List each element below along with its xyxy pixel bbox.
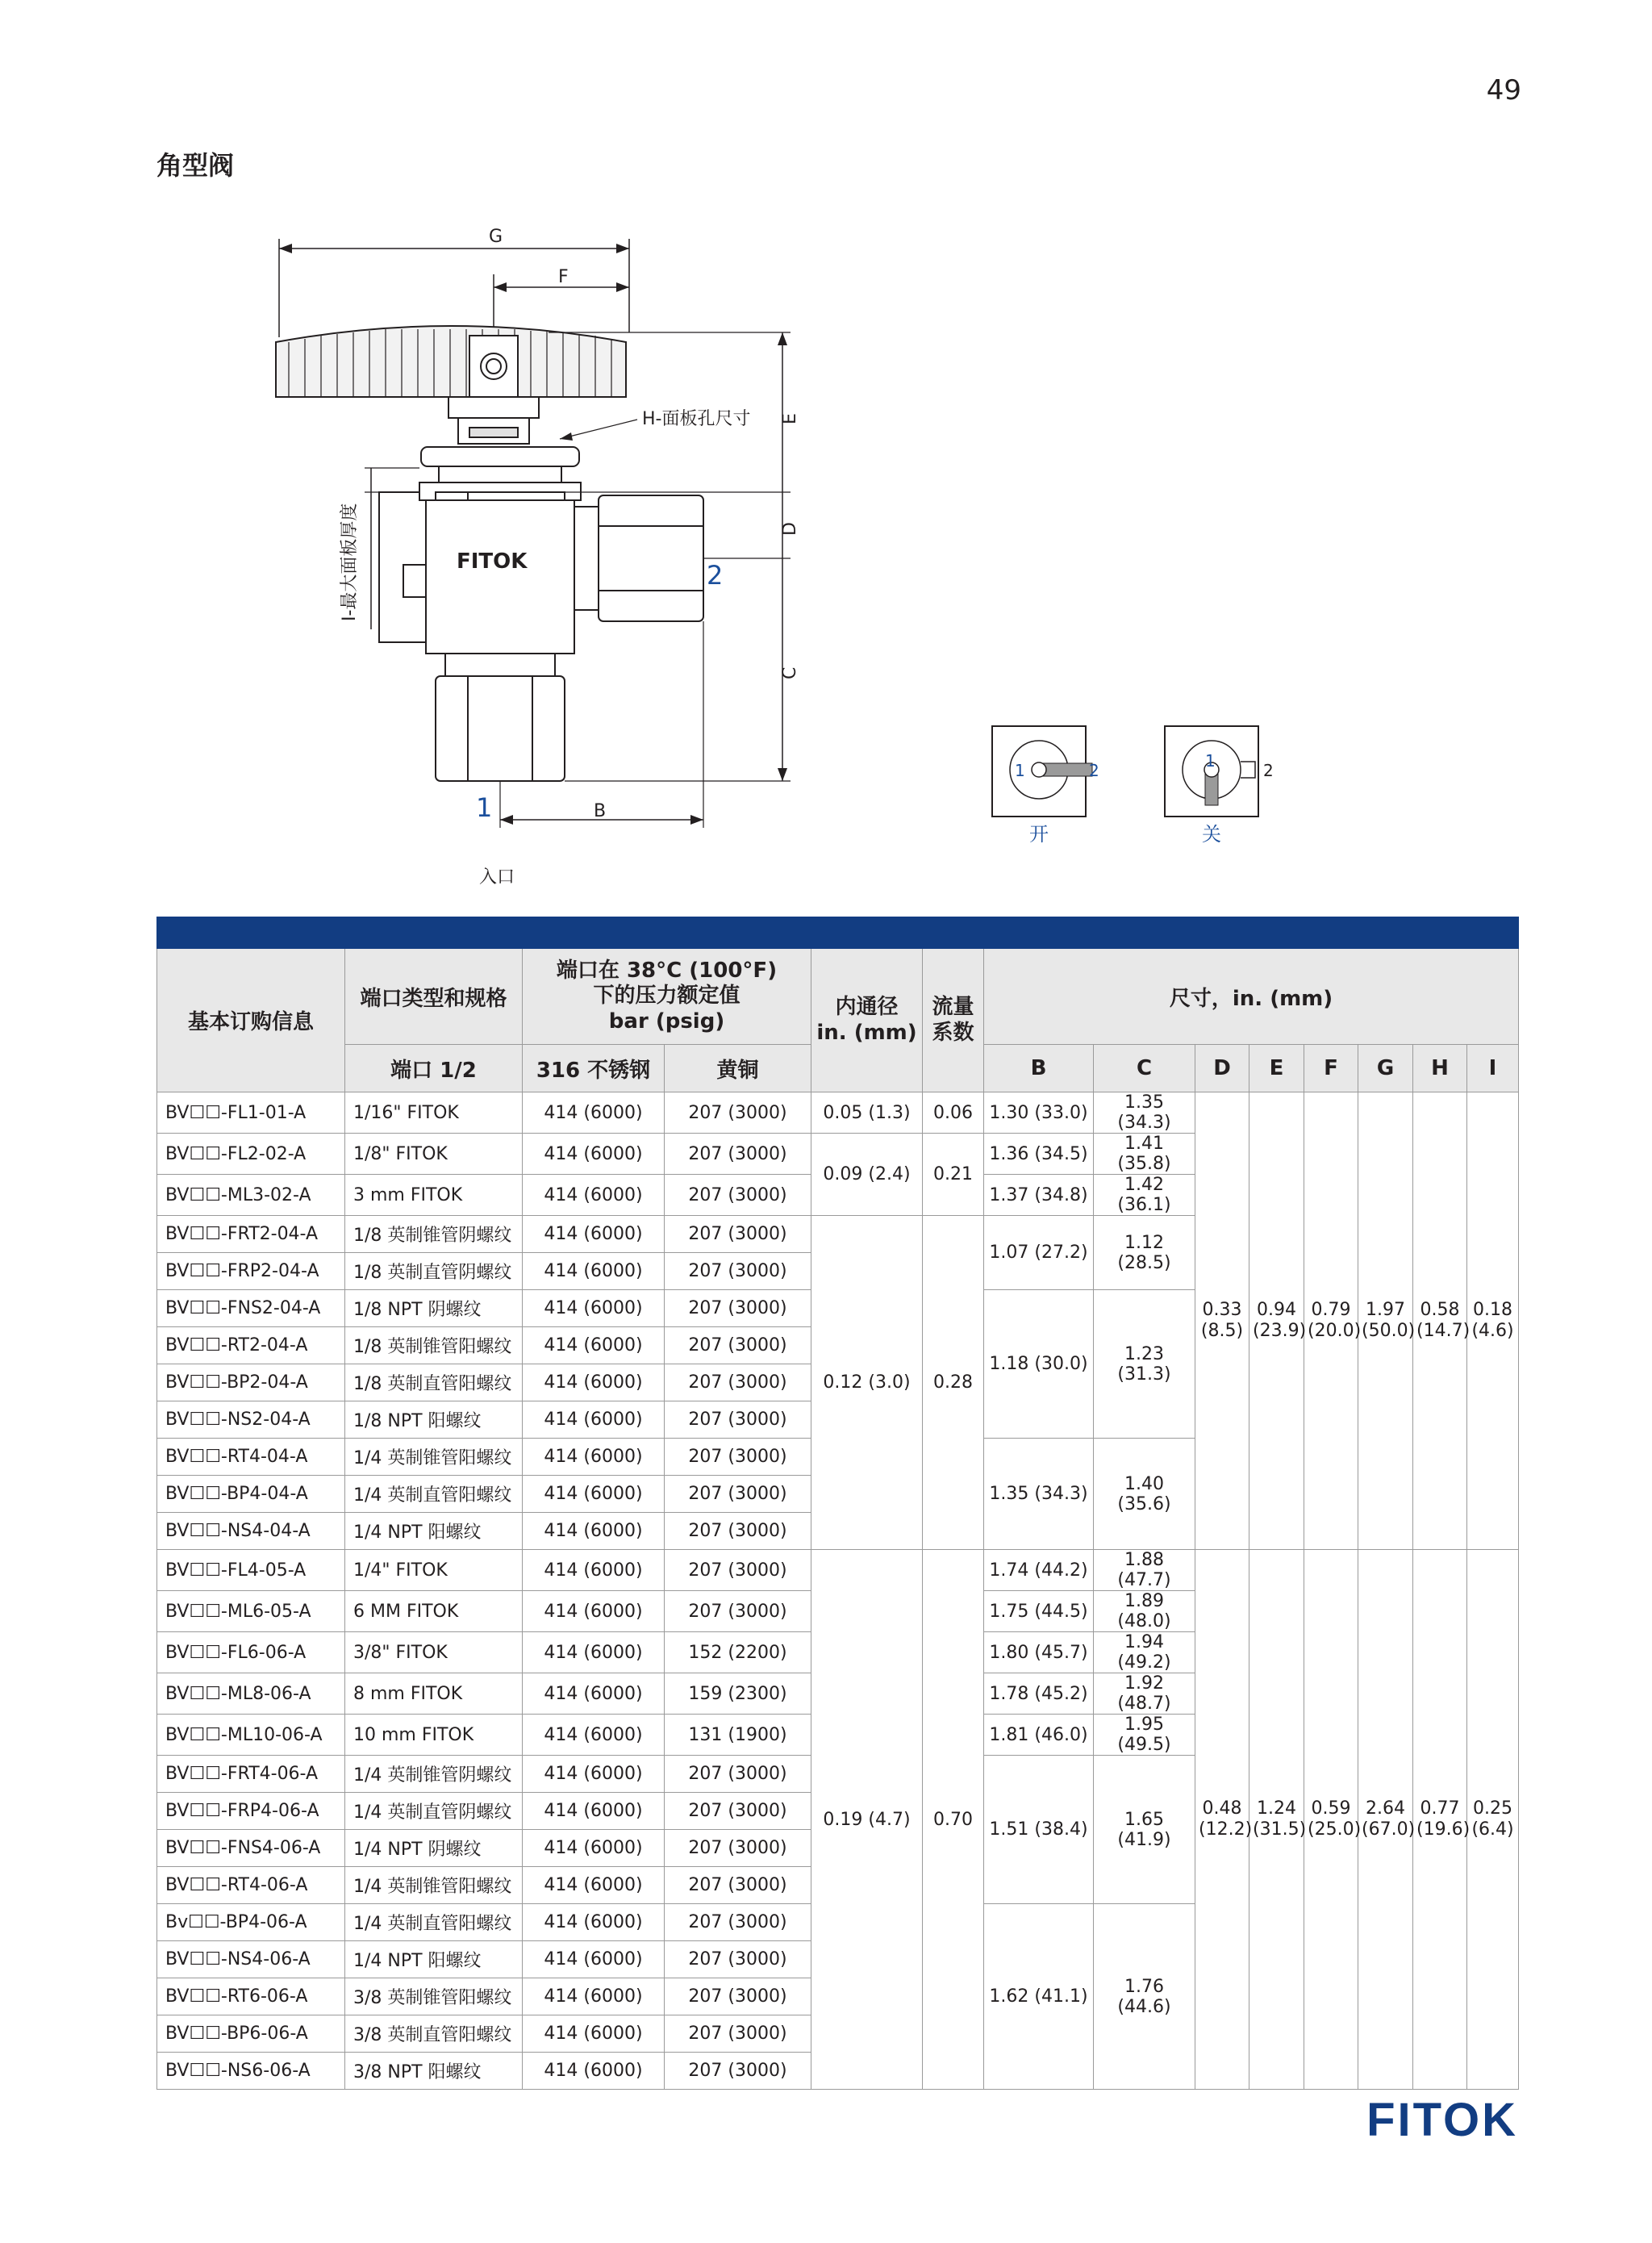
body-brand: FITOK [457, 549, 528, 574]
dim-i-cell: 0.18 (4.6) [1467, 1092, 1519, 1550]
port-type-cell: 1/8 NPT 阴螺纹 [345, 1290, 523, 1327]
ss-pressure-cell: 414 (6000) [523, 2015, 665, 2053]
dim-b-cell: 1.37 (34.8) [984, 1175, 1094, 1216]
brass-pressure-cell: 207 (3000) [665, 1591, 811, 1632]
header-brass: 黄铜 [665, 1045, 811, 1092]
dim-d-label: D [780, 522, 800, 536]
port-type-cell: 1/4 NPT 阳螺纹 [345, 1941, 523, 1978]
order-number-cell: BV☐☐-FL1-01-A [157, 1092, 345, 1134]
port-type-cell: 8 mm FITOK [345, 1673, 523, 1715]
header-h: H [1413, 1045, 1467, 1092]
ss-pressure-cell: 414 (6000) [523, 1134, 665, 1175]
table-banner [157, 917, 1519, 949]
brass-pressure-cell: 207 (3000) [665, 1793, 811, 1830]
cv-cell: 0.28 [923, 1216, 984, 1550]
port-type-cell: 3/8 NPT 阳螺纹 [345, 2053, 523, 2090]
spec-table [156, 917, 1519, 2090]
brass-pressure-cell: 207 (3000) [665, 1092, 811, 1134]
dim-b-cell: 1.35 (34.3) [984, 1439, 1094, 1550]
dim-c-cell: 1.41 (35.8) [1094, 1134, 1195, 1175]
order-number-cell: BV☐☐-FRP2-04-A [157, 1253, 345, 1290]
header-orifice: 内通径 in. (mm) [811, 949, 923, 1092]
order-number-cell: BV☐☐-FRP4-06-A [157, 1793, 345, 1830]
ss-pressure-cell: 414 (6000) [523, 1978, 665, 2015]
port-type-cell: 1/4 英制直管阳螺纹 [345, 1476, 523, 1513]
order-number-cell: BV☐☐-ML3-02-A [157, 1175, 345, 1216]
dim-i-cell: 0.25 (6.4) [1467, 1550, 1519, 2090]
dim-b-cell: 1.36 (34.5) [984, 1134, 1094, 1175]
header-g: G [1358, 1045, 1413, 1092]
port-type-cell: 1/4 NPT 阴螺纹 [345, 1830, 523, 1867]
dim-c-label: C [780, 666, 800, 679]
order-number-cell: BV☐☐-FL2-02-A [157, 1134, 345, 1175]
order-number-cell: BV☐☐-RT4-04-A [157, 1439, 345, 1476]
fitok-logo: FITOK [1366, 2094, 1518, 2146]
header-b: B [984, 1045, 1094, 1092]
open-port-1: 1 [1015, 761, 1025, 780]
ss-pressure-cell: 414 (6000) [523, 1632, 665, 1673]
brass-pressure-cell: 207 (3000) [665, 1290, 811, 1327]
port-2-label: 2 [707, 560, 724, 591]
order-number-cell: BV☐☐-BP6-06-A [157, 2015, 345, 2053]
closed-port-1: 1 [1205, 751, 1216, 771]
brass-pressure-cell: 207 (3000) [665, 1941, 811, 1978]
brass-pressure-cell: 207 (3000) [665, 1513, 811, 1550]
header-i: I [1467, 1045, 1519, 1092]
cv-cell: 0.70 [923, 1550, 984, 2090]
ss-pressure-cell: 414 (6000) [523, 2053, 665, 2090]
ss-pressure-cell: 414 (6000) [523, 1513, 665, 1550]
port-type-cell: 1/4 英制锥管阳螺纹 [345, 1867, 523, 1904]
ss-pressure-cell: 414 (6000) [523, 1904, 665, 1941]
brass-pressure-cell: 207 (3000) [665, 2053, 811, 2090]
order-number-cell: BV☐☐-RT4-06-A [157, 1867, 345, 1904]
ss-pressure-cell: 414 (6000) [523, 1756, 665, 1793]
dim-c-cell: 1.23 (31.3) [1094, 1290, 1195, 1439]
brass-pressure-cell: 207 (3000) [665, 1904, 811, 1941]
dim-e-label: E [780, 413, 800, 424]
brass-pressure-cell: 207 (3000) [665, 1476, 811, 1513]
cv-cell: 0.21 [923, 1134, 984, 1216]
ss-pressure-cell: 414 (6000) [523, 1867, 665, 1904]
brass-pressure-cell: 207 (3000) [665, 1550, 811, 1591]
table-row [157, 1550, 1519, 1591]
dim-c-cell: 1.94 (49.2) [1094, 1632, 1195, 1673]
order-number-cell: BV☐☐-NS6-06-A [157, 2053, 345, 2090]
dim-c-cell: 1.35 (34.3) [1094, 1092, 1195, 1134]
panel-hole-label: H-面板孔尺寸 [642, 409, 751, 429]
dim-h-cell: 0.77 (19.6) [1413, 1550, 1467, 2090]
header-order: 基本订购信息 [157, 949, 345, 1092]
header-port12: 端口 1/2 [345, 1045, 523, 1092]
open-position-icon [992, 726, 1099, 846]
orifice-cell: 0.09 (2.4) [811, 1134, 923, 1216]
ss-pressure-cell: 414 (6000) [523, 1476, 665, 1513]
dim-b-cell: 1.80 (45.7) [984, 1632, 1094, 1673]
dim-b-cell: 1.81 (46.0) [984, 1715, 1094, 1756]
dim-b-cell: 1.62 (41.1) [984, 1904, 1094, 2090]
ss-pressure-cell: 414 (6000) [523, 1175, 665, 1216]
port-type-cell: 1/4 英制锥管阴螺纹 [345, 1756, 523, 1793]
header-cv: 流量 系数 [923, 949, 984, 1092]
dim-b-cell: 1.51 (38.4) [984, 1756, 1094, 1904]
port-type-cell: 3 mm FITOK [345, 1175, 523, 1216]
port-type-cell: 1/4 英制直管阴螺纹 [345, 1793, 523, 1830]
port-type-cell: 1/4" FITOK [345, 1550, 523, 1591]
brass-pressure-cell: 207 (3000) [665, 1134, 811, 1175]
page-title: 角型阀 [156, 150, 235, 181]
order-number-cell: BV☐☐-ML8-06-A [157, 1673, 345, 1715]
orifice-cell: 0.12 (3.0) [811, 1216, 923, 1550]
port-type-cell: 1/8 英制直管阳螺纹 [345, 1364, 523, 1401]
brass-pressure-cell: 159 (2300) [665, 1673, 811, 1715]
dim-b-cell: 1.18 (30.0) [984, 1290, 1094, 1439]
brass-pressure-cell: 207 (3000) [665, 1327, 811, 1364]
open-label: 开 [1029, 823, 1049, 846]
order-number-cell: BV☐☐-NS4-06-A [157, 1941, 345, 1978]
ss-pressure-cell: 414 (6000) [523, 1092, 665, 1134]
order-number-cell: BV☐☐-FRT2-04-A [157, 1216, 345, 1253]
brass-pressure-cell: 207 (3000) [665, 1439, 811, 1476]
order-number-cell: BV☐☐-BP4-04-A [157, 1476, 345, 1513]
ss-pressure-cell: 414 (6000) [523, 1941, 665, 1978]
port-type-cell: 1/8 英制锥管阴螺纹 [345, 1216, 523, 1253]
ss-pressure-cell: 414 (6000) [523, 1216, 665, 1253]
dim-e-cell: 1.24 (31.5) [1249, 1550, 1304, 2090]
closed-port-2: 2 [1263, 761, 1274, 780]
dim-d-cell: 0.33 (8.5) [1195, 1092, 1249, 1550]
orifice-cell: 0.05 (1.3) [811, 1092, 923, 1134]
dim-f-label: F [558, 267, 569, 287]
port-type-cell: 1/4 英制锥管阳螺纹 [345, 1439, 523, 1476]
order-number-cell: BV☐☐-NS4-04-A [157, 1513, 345, 1550]
dim-c-cell: 1.76 (44.6) [1094, 1904, 1195, 2090]
header-pressure: 端口在 38°C (100°F) 下的压力额定值 bar (psig) [523, 949, 811, 1045]
brass-pressure-cell: 207 (3000) [665, 1867, 811, 1904]
inlet-label: 入口 [479, 867, 515, 888]
dim-d-cell: 0.48 (12.2) [1195, 1550, 1249, 2090]
dim-f-cell: 0.59 (25.0) [1304, 1550, 1358, 2090]
brass-pressure-cell: 207 (3000) [665, 1364, 811, 1401]
dim-c-cell: 1.95 (49.5) [1094, 1715, 1195, 1756]
dim-f-cell: 0.79 (20.0) [1304, 1092, 1358, 1550]
order-number-cell: BV☐☐-NS2-04-A [157, 1401, 345, 1439]
port-type-cell: 3/8 英制直管阳螺纹 [345, 2015, 523, 2053]
header-c: C [1094, 1045, 1195, 1092]
port-1-label: 1 [476, 792, 493, 823]
ss-pressure-cell: 414 (6000) [523, 1253, 665, 1290]
ss-pressure-cell: 414 (6000) [523, 1591, 665, 1632]
valve-drawing [0, 0, 1652, 917]
port-type-cell: 1/4 英制直管阳螺纹 [345, 1904, 523, 1941]
port-type-cell: 3/8" FITOK [345, 1632, 523, 1673]
header-f: F [1304, 1045, 1358, 1092]
ss-pressure-cell: 414 (6000) [523, 1830, 665, 1867]
port-type-cell: 1/8" FITOK [345, 1134, 523, 1175]
order-number-cell: BV☐☐-RT2-04-A [157, 1327, 345, 1364]
ss-pressure-cell: 414 (6000) [523, 1550, 665, 1591]
dim-h-cell: 0.58 (14.7) [1413, 1092, 1467, 1550]
dim-g-label: G [489, 227, 503, 247]
brass-pressure-cell: 207 (3000) [665, 1756, 811, 1793]
header-ss: 316 不锈钢 [523, 1045, 665, 1092]
orifice-cell: 0.19 (4.7) [811, 1550, 923, 2090]
dim-b-cell: 1.74 (44.2) [984, 1550, 1094, 1591]
page-number: 49 [1486, 74, 1521, 107]
port-type-cell: 1/16" FITOK [345, 1092, 523, 1134]
brass-pressure-cell: 207 (3000) [665, 1978, 811, 2015]
port-type-cell: 1/4 NPT 阳螺纹 [345, 1513, 523, 1550]
dim-c-cell: 1.12 (28.5) [1094, 1216, 1195, 1290]
brass-pressure-cell: 152 (2200) [665, 1632, 811, 1673]
order-number-cell: BV☐☐-FL4-05-A [157, 1550, 345, 1591]
dim-c-cell: 1.42 (36.1) [1094, 1175, 1195, 1216]
order-number-cell: BV☐☐-FL6-06-A [157, 1632, 345, 1673]
dim-b-cell: 1.30 (33.0) [984, 1092, 1094, 1134]
dim-b-cell: 1.78 (45.2) [984, 1673, 1094, 1715]
ss-pressure-cell: 414 (6000) [523, 1401, 665, 1439]
brass-pressure-cell: 207 (3000) [665, 1253, 811, 1290]
dim-c-cell: 1.92 (48.7) [1094, 1673, 1195, 1715]
brass-pressure-cell: 131 (1900) [665, 1715, 811, 1756]
dim-c-cell: 1.89 (48.0) [1094, 1591, 1195, 1632]
order-number-cell: BV☐☐-FNS4-06-A [157, 1830, 345, 1867]
ss-pressure-cell: 414 (6000) [523, 1327, 665, 1364]
port-type-cell: 1/8 英制锥管阳螺纹 [345, 1327, 523, 1364]
header-e: E [1249, 1045, 1304, 1092]
order-number-cell: BV☐☐-FNS2-04-A [157, 1290, 345, 1327]
table-body [157, 1092, 1519, 2090]
brass-pressure-cell: 207 (3000) [665, 2015, 811, 2053]
dim-b-cell: 1.75 (44.5) [984, 1591, 1094, 1632]
order-number-cell: BV☐☐-ML6-05-A [157, 1591, 345, 1632]
port-type-cell: 1/8 英制直管阴螺纹 [345, 1253, 523, 1290]
port-type-cell: 6 MM FITOK [345, 1591, 523, 1632]
table-row [157, 1092, 1519, 1134]
dim-b-label: B [594, 801, 607, 821]
order-number-cell: BV☐☐-BP2-04-A [157, 1364, 345, 1401]
dim-c-cell: 1.65 (41.9) [1094, 1756, 1195, 1904]
dim-c-cell: 1.88 (47.7) [1094, 1550, 1195, 1591]
brass-pressure-cell: 207 (3000) [665, 1216, 811, 1253]
brass-pressure-cell: 207 (3000) [665, 1401, 811, 1439]
ss-pressure-cell: 414 (6000) [523, 1715, 665, 1756]
port-type-cell: 3/8 英制锥管阳螺纹 [345, 1978, 523, 2015]
port-type-cell: 1/8 NPT 阳螺纹 [345, 1401, 523, 1439]
header-port-type: 端口类型和规格 [345, 949, 523, 1045]
dim-g-cell: 1.97 (50.0) [1358, 1092, 1413, 1550]
panel-thickness-label: I-最大面板厚度 [340, 503, 360, 621]
ss-pressure-cell: 414 (6000) [523, 1290, 665, 1327]
port-type-cell: 10 mm FITOK [345, 1715, 523, 1756]
ss-pressure-cell: 414 (6000) [523, 1673, 665, 1715]
closed-label: 关 [1202, 823, 1221, 846]
dim-e-cell: 0.94 (23.9) [1249, 1092, 1304, 1550]
open-port-2: 2 [1089, 761, 1099, 780]
header-dimensions: 尺寸，in. (mm) [984, 949, 1519, 1045]
ss-pressure-cell: 414 (6000) [523, 1439, 665, 1476]
order-number-cell: BV☐☐-ML10-06-A [157, 1715, 345, 1756]
dim-g-cell: 2.64 (67.0) [1358, 1550, 1413, 2090]
header-d: D [1195, 1045, 1249, 1092]
closed-position-icon [1165, 726, 1274, 846]
ss-pressure-cell: 414 (6000) [523, 1364, 665, 1401]
brass-pressure-cell: 207 (3000) [665, 1830, 811, 1867]
dim-b-cell: 1.07 (27.2) [984, 1216, 1094, 1290]
order-number-cell: Bv☐☐-BP4-06-A [157, 1904, 345, 1941]
cv-cell: 0.06 [923, 1092, 984, 1134]
order-number-cell: BV☐☐-FRT4-06-A [157, 1756, 345, 1793]
order-number-cell: BV☐☐-RT6-06-A [157, 1978, 345, 2015]
brass-pressure-cell: 207 (3000) [665, 1175, 811, 1216]
dim-c-cell: 1.40 (35.6) [1094, 1439, 1195, 1550]
ss-pressure-cell: 414 (6000) [523, 1793, 665, 1830]
